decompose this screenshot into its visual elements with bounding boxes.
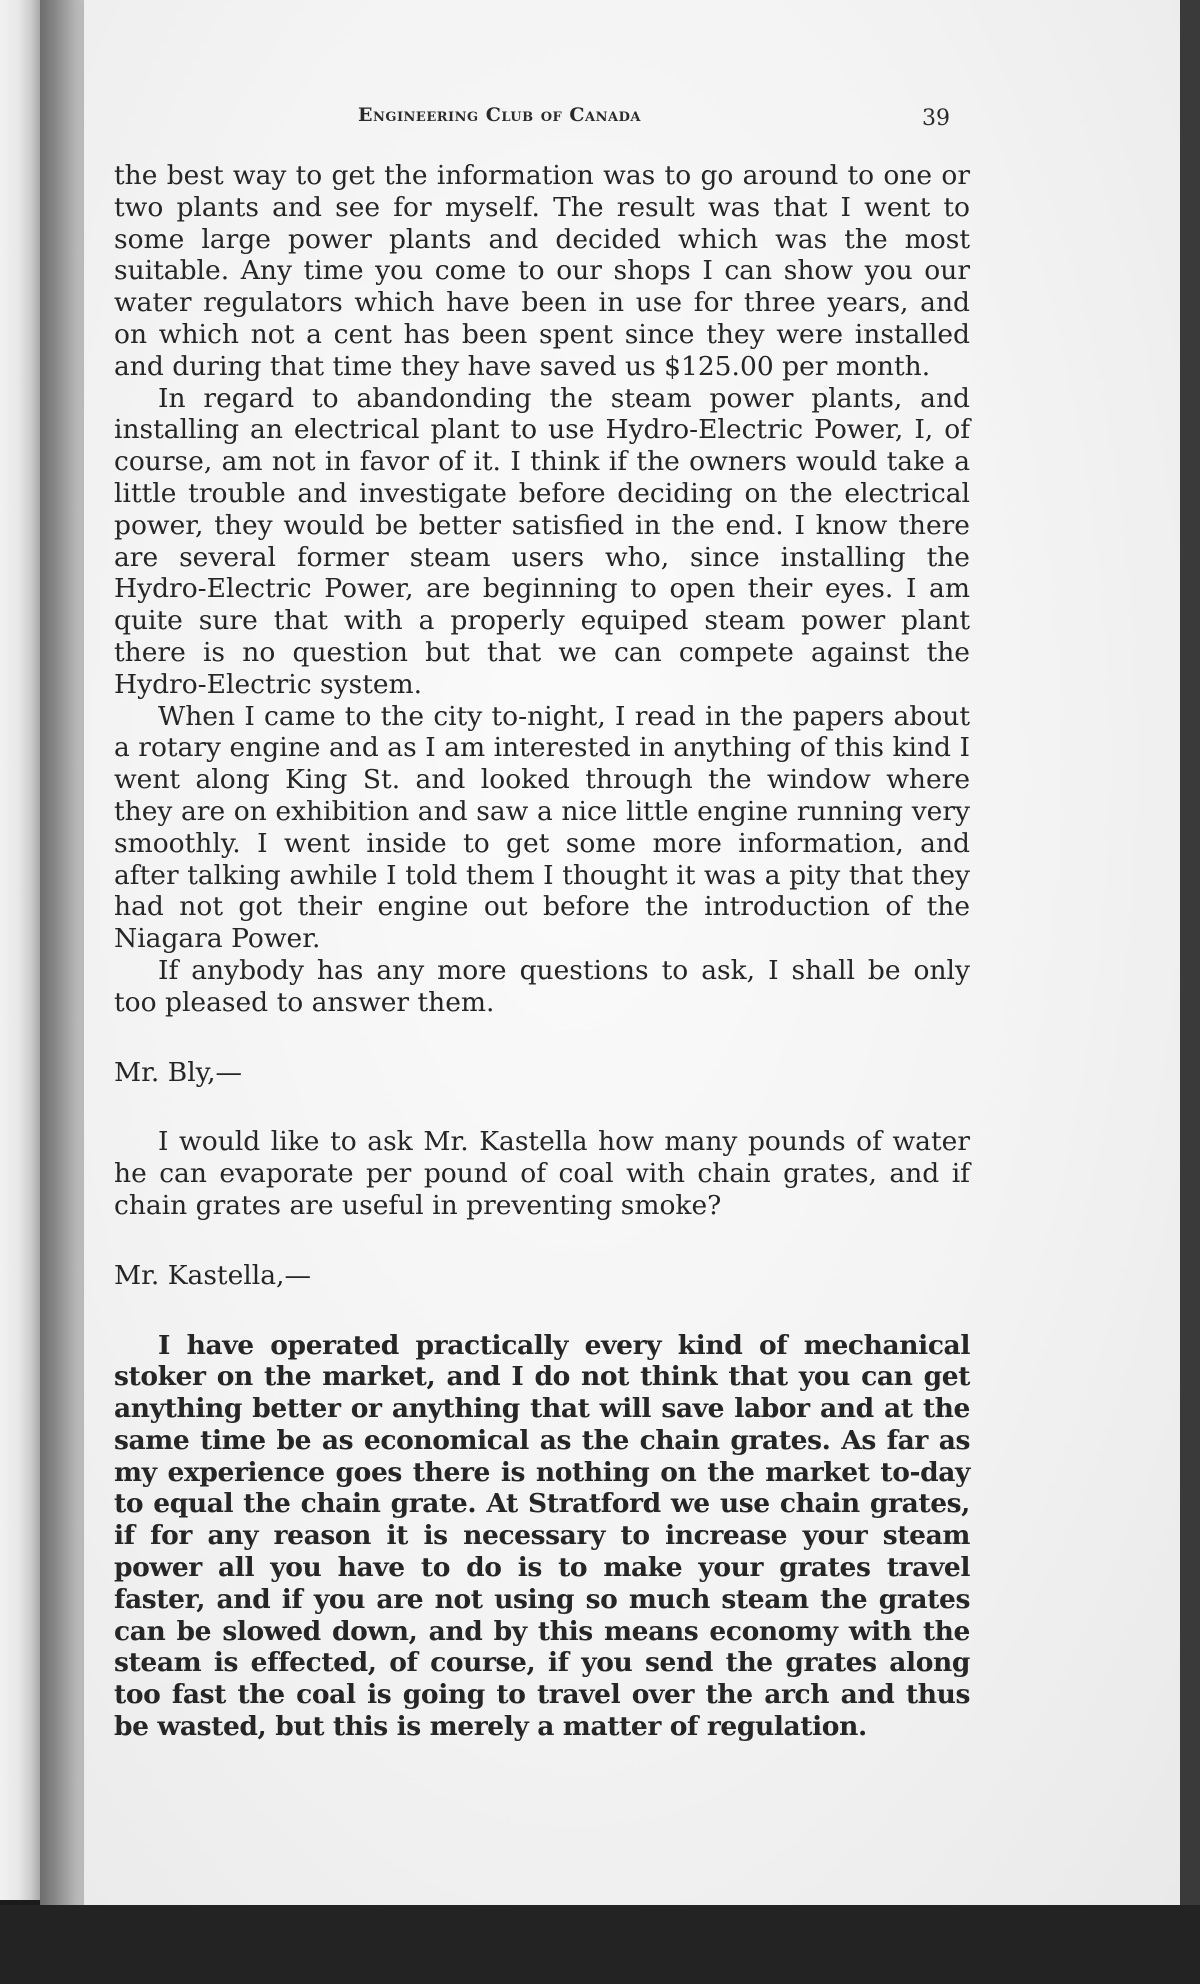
page-text: [114, 160, 970, 1743]
right-shadow: [1180, 0, 1200, 1984]
paragraph-rotary-engine: When I came to the city to-night, I read in the papers about a rotary engine and as I am interested in anything of this kind I went along King St. and looked through the window where they are on exhibition and saw a nice little engine running very smoothly. I went inside to get some more information, and after talking awhile I told them I thought it was a pity that they had not got their engine out before the introduction of the Niagara Power.: [114, 700, 970, 955]
paragraph-questions: If anybody has any more questions to ask, I shall be only too pleased to answer them.: [114, 954, 970, 1018]
previous-page-edge: [0, 0, 44, 1900]
speaker-bly: Mr. Bly,—: [114, 1056, 243, 1088]
book-gutter: [40, 0, 88, 1905]
paragraph-steam-vs-hydro: In regard to abandonding the steam power plants, and installing an electrical plant to use Hydro-Electric Power, I, of course, am not in favor of it. I think if the owners would take a little trouble and investigate before deciding on the electrical power, they would be better satisfied in the end. I know there are several former steam users who, since installing the Hydro-Electric Power, are beginning to open their eyes. I am quite sure that with a properly equiped steam power plant there is no question but that we can compete against the Hydro-Electric system.: [114, 382, 970, 700]
paragraph-kastella-answer: I have operated practically every kind of mechanical stoker on the market, and I do not think that you can get anything better or anything that will save labor and at the same time be as economical as the chain grates. As far as my experience goes there is nothing on the market to-day to equal the chain grate. At Stratford we use chain grates, if for any reason it is necessary to increase your steam power all you have to do is to make your grates travel faster, and if you are not using so much steam the grates can be slowed down, and by this means economy with the steam is effected, of course, if you send the grates along too fast the coal is going to travel over the arch and thus be wasted, but this is merely a matter of regulation.: [114, 1329, 970, 1743]
paragraph-bly-question: I would like to ask Mr. Kastella how many pounds of water he can evaporate per pound of coal with chain grates, and if chain grates are useful in preventing smoke?: [114, 1126, 970, 1221]
paragraph-continued: the best way to get the information was to go around to one or two plants and see for myself. The result was that I went to some large power plants and decided which was the most suitable. Any time you come to our shops I can show you our water regulators which have been in use for three years, and on which not a cent has been spent since they were installed and during that time they have saved us $125.00 per month.: [114, 160, 970, 382]
running-header: Engineering Club of Canada: [358, 104, 641, 126]
page-number: 39: [922, 106, 950, 131]
bottom-shadow: [0, 1905, 1200, 1984]
speaker-kastella: Mr. Kastella,—: [114, 1259, 311, 1291]
